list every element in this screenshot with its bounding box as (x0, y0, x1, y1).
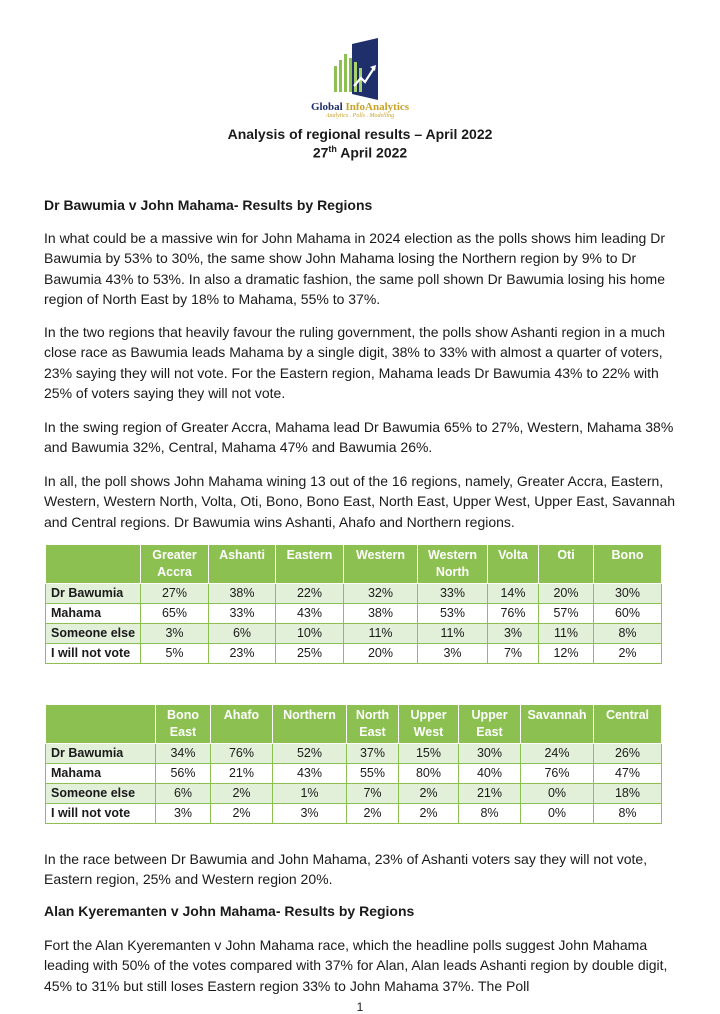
table-cell: 3% (156, 804, 211, 824)
brand-name-part-a: Global (310, 101, 346, 113)
table-cell: 20% (539, 584, 594, 604)
row-label: I will not vote (46, 644, 141, 664)
table-cell: 10% (276, 624, 344, 644)
column-header: North East (347, 705, 399, 744)
table-cell: 52% (273, 744, 347, 764)
section-heading-kyeremanten-mahama: Alan Kyeremanten v John Mahama- Results by Regions (44, 903, 415, 919)
paragraph: In what could be a massive win for John Mahama in 2024 election as the polls shows him leading Dr Bawumia by 53% to 30%, the same show John Mahama losing the Northern region by 9% to Dr Bawumia 43% to 53%. In also a dramatic fashion, the same poll shown Dr Bawumia losing his home region of North East by 18% to Mahama, 55% to 37%. (44, 230, 665, 307)
row-label: Dr Bawumia (46, 584, 141, 604)
column-header: Western (344, 545, 418, 584)
table-cell: 3% (488, 624, 539, 644)
column-header: Savannah (521, 705, 594, 744)
brand-name-part-b: InfoAnalytics (345, 101, 410, 113)
table-cell: 8% (594, 624, 662, 644)
page-number: 1 (356, 1000, 364, 1014)
table-cell: 33% (209, 604, 276, 624)
paragraph: In the swing region of Greater Accra, Mahama lead Dr Bawumia 65% to 27%, Western, Mahama 38% and Bawumia 32%, Central, Mahama 47% and Bawumia 26%. (44, 419, 674, 456)
table-cell: 11% (539, 624, 594, 644)
table-cell: 3% (418, 644, 488, 664)
table-cell: 40% (459, 764, 521, 784)
table-cell: 38% (209, 584, 276, 604)
logo (0, 38, 720, 119)
paragraph: In all, the poll shows John Mahama wining 13 out of the 16 regions, namely, Greater Accra, Eastern, Western, Western North, Volta, Oti, Bono, Bono East, North East, Upper West, Upper East, Savannah and Central regions. Dr Bawumia wins Ashanti, Ahafo and Northern regions. (44, 473, 676, 530)
table-cell: 2% (399, 784, 459, 804)
table-row (46, 784, 662, 804)
column-header: Upper West (399, 705, 459, 744)
table-cell: 2% (594, 644, 662, 664)
table-cell: 11% (418, 624, 488, 644)
table-cell: 55% (347, 764, 399, 784)
table-cell: 0% (521, 784, 594, 804)
table-cell: 11% (344, 624, 418, 644)
table-cell: 8% (594, 804, 662, 824)
column-header: Upper East (459, 705, 521, 744)
table-cell: 37% (347, 744, 399, 764)
table-cell: 21% (211, 764, 273, 784)
section-heading-bawumia-mahama: Dr Bawumia v John Mahama- Results by Regions (44, 197, 373, 213)
table-cell: 6% (156, 784, 211, 804)
column-header: Western North (418, 545, 488, 584)
table-cell: 2% (211, 784, 273, 804)
table-cell: 65% (141, 604, 209, 624)
table-row (46, 764, 662, 784)
table-cell: 12% (539, 644, 594, 664)
row-label: Dr Bawumia (46, 744, 156, 764)
table-row (46, 604, 662, 624)
table-row (46, 744, 662, 764)
table-cell: 15% (399, 744, 459, 764)
table-cell: 34% (156, 744, 211, 764)
table-cell: 56% (156, 764, 211, 784)
report-date-rest: April 2022 (336, 144, 408, 161)
bar-chart-logo-icon (330, 38, 390, 100)
table-cell: 43% (276, 604, 344, 624)
report-title: Analysis of regional results – April 2022 (227, 126, 493, 142)
table-row (46, 804, 662, 824)
table-cell: 6% (209, 624, 276, 644)
table-cell: 5% (141, 644, 209, 664)
table-row (46, 624, 662, 644)
table-cell: 0% (521, 804, 594, 824)
table-cell: 14% (488, 584, 539, 604)
brand-name (0, 101, 720, 113)
report-date (0, 144, 720, 161)
column-header: Oti (539, 545, 594, 584)
table-cell: 32% (344, 584, 418, 604)
column-header (46, 545, 141, 584)
results-table-bawumia-mahama-part2 (45, 704, 662, 824)
column-header: Bono (594, 545, 662, 584)
paragraph: Fort the Alan Kyeremanten v John Mahama race, which the headline polls suggest John Mahama leading with 50% of the votes compared with 37% for Alan, Alan leads Ashanti region by double digit, 45% to 31% but still loses Eastern region 33% to John Mahama 37%. The Poll (44, 937, 668, 994)
table-row (46, 644, 662, 664)
table-cell: 3% (273, 804, 347, 824)
table-cell: 26% (594, 744, 662, 764)
table-cell: 2% (211, 804, 273, 824)
column-header: Bono East (156, 705, 211, 744)
table-cell: 1% (273, 784, 347, 804)
table-cell: 30% (594, 584, 662, 604)
table-cell: 2% (399, 804, 459, 824)
table-cell: 22% (276, 584, 344, 604)
table-cell: 18% (594, 784, 662, 804)
column-header (46, 705, 156, 744)
table-cell: 7% (488, 644, 539, 664)
column-header: Ahafo (211, 705, 273, 744)
table-cell: 20% (344, 644, 418, 664)
table-cell: 2% (347, 804, 399, 824)
report-date-day: 27 (312, 144, 329, 161)
results-table-bawumia-mahama-part1 (45, 544, 662, 664)
table-row (46, 584, 662, 604)
table-cell: 21% (459, 784, 521, 804)
table-cell: 60% (594, 604, 662, 624)
row-label: Mahama (46, 764, 156, 784)
table-cell: 80% (399, 764, 459, 784)
table-cell: 76% (488, 604, 539, 624)
table-cell: 57% (539, 604, 594, 624)
column-header: Central (594, 705, 662, 744)
table-cell: 25% (276, 644, 344, 664)
table-cell: 76% (521, 764, 594, 784)
table-cell: 47% (594, 764, 662, 784)
table-cell: 33% (418, 584, 488, 604)
table-cell: 53% (418, 604, 488, 624)
row-label: I will not vote (46, 804, 156, 824)
table-cell: 38% (344, 604, 418, 624)
report-date-suffix: th (328, 144, 337, 154)
column-header: Ashanti (209, 545, 276, 584)
row-label: Mahama (46, 604, 141, 624)
table-cell: 27% (141, 584, 209, 604)
column-header: Eastern (276, 545, 344, 584)
table-cell: 7% (347, 784, 399, 804)
table-cell: 24% (521, 744, 594, 764)
row-label: Someone else (46, 624, 141, 644)
table-cell: 30% (459, 744, 521, 764)
paragraph: In the race between Dr Bawumia and John Mahama, 23% of Ashanti voters say they will not vote, Eastern region, 25% and Western region 20%. (44, 851, 648, 888)
table-cell: 76% (211, 744, 273, 764)
table-cell: 23% (209, 644, 276, 664)
column-header: Northern (273, 705, 347, 744)
column-header: Volta (488, 545, 539, 584)
table-cell: 8% (459, 804, 521, 824)
column-header: Greater Accra (141, 545, 209, 584)
table-cell: 3% (141, 624, 209, 644)
row-label: Someone else (46, 784, 156, 804)
paragraph: In the two regions that heavily favour the ruling government, the polls show Ashanti region in a much close race as Bawumia leads Mahama by a single digit, 38% to 33% with almost a quarter of voters, 23% saying they will not vote. For the Eastern region, Mahama leads Dr Bawumia 43% to 22% with 25% of voters saying they will not vote. (44, 324, 666, 401)
table-cell: 43% (273, 764, 347, 784)
brand-tagline: Analytics . Polls . Modelling (325, 113, 395, 119)
